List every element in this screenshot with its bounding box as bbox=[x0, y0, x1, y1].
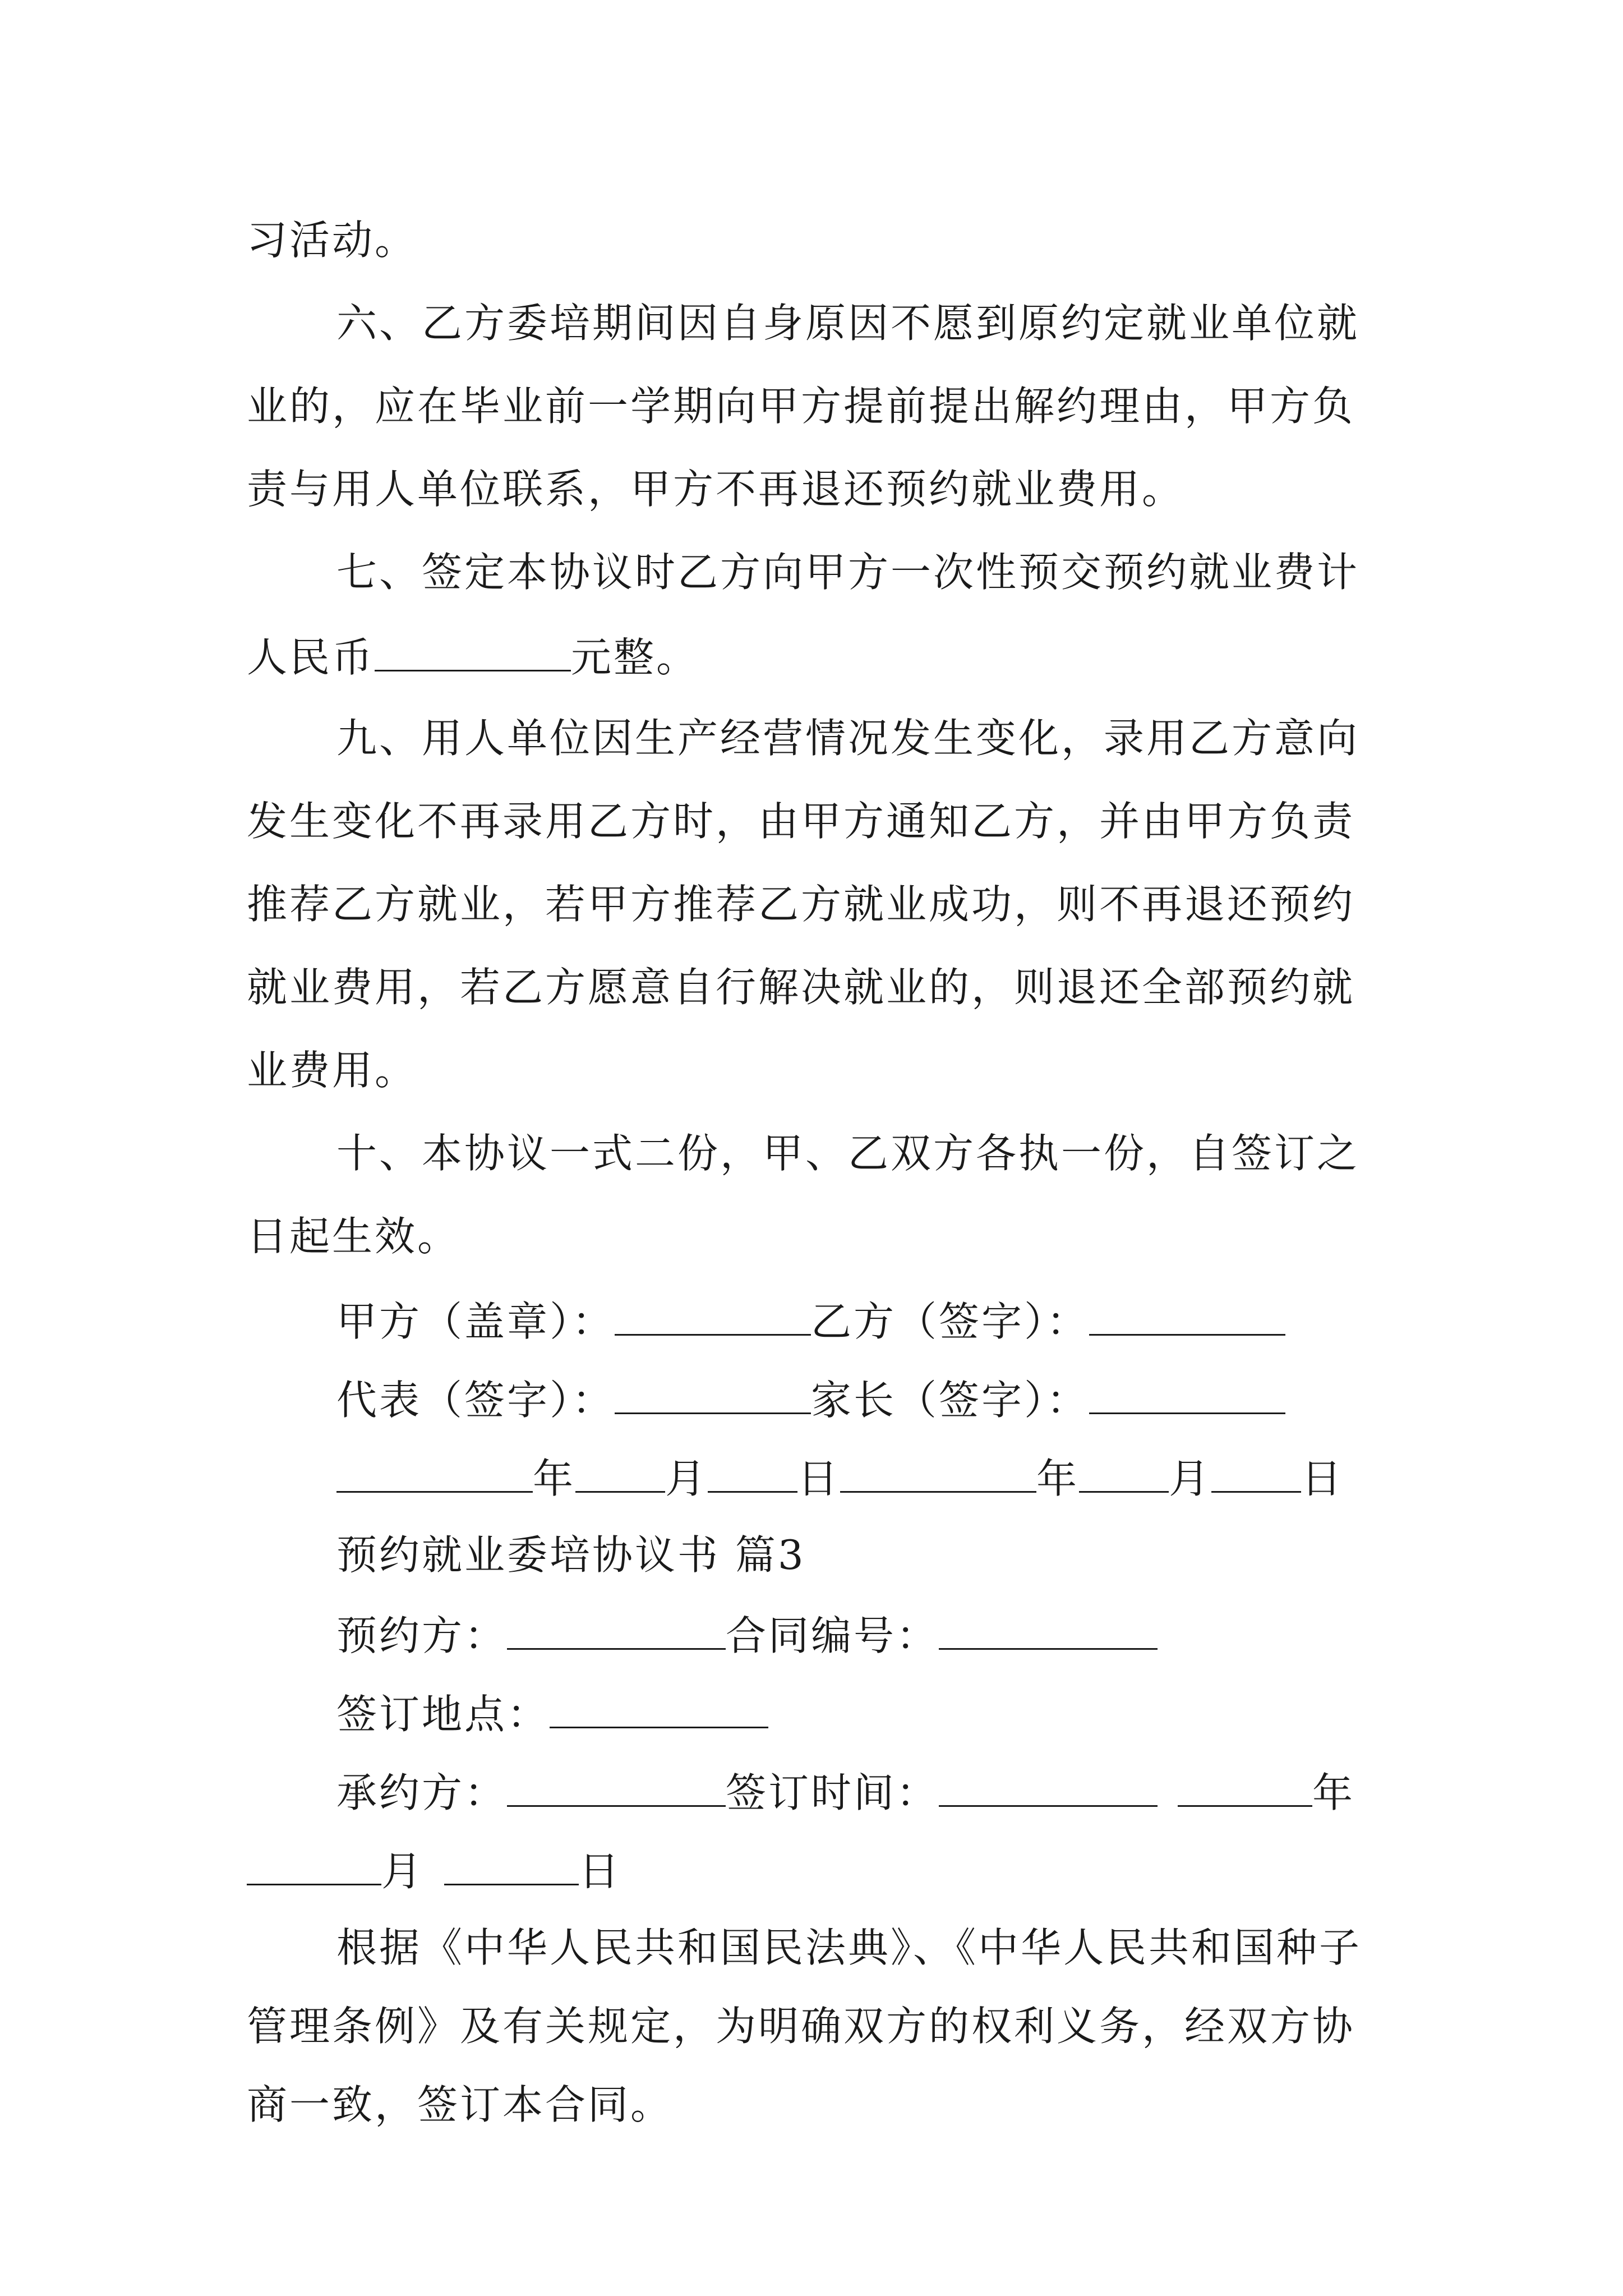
sign-place-blank bbox=[550, 1692, 768, 1728]
date-b-day: 日 bbox=[1301, 1455, 1344, 1502]
paragraph-9-line-5: 业费用。 bbox=[247, 1047, 418, 1094]
date-a-month-blank bbox=[575, 1456, 665, 1493]
sign-month: 月 bbox=[381, 1848, 425, 1895]
parent-sign-blank bbox=[1089, 1378, 1285, 1414]
section-3-booker-row bbox=[336, 1612, 1158, 1659]
rep-sign-blank bbox=[615, 1378, 811, 1414]
paragraph-9-line-4: 就业费用，若乙方愿意自行解决就业的，则退还全部预约就 bbox=[247, 964, 1355, 1011]
paragraph-9-line-2: 发生变化不再录用乙方时，由甲方通知乙方，并由甲方负责 bbox=[247, 798, 1355, 845]
contractor-label: 承约方： bbox=[336, 1769, 508, 1816]
signature-date-row bbox=[336, 1455, 1344, 1502]
intro-line-3: 商一致，签订本合同。 bbox=[247, 2081, 674, 2128]
sign-day: 日 bbox=[579, 1848, 622, 1895]
signature-row-representatives bbox=[336, 1377, 1285, 1424]
intro-line-2: 管理条例》及有关规定，为明确双方的权利义务，经双方协 bbox=[247, 2003, 1355, 2050]
sign-year: 年 bbox=[1312, 1769, 1355, 1816]
party-a-seal-blank bbox=[615, 1299, 811, 1336]
contract-no-label: 合同编号： bbox=[726, 1612, 939, 1659]
date-a-year: 年 bbox=[533, 1455, 576, 1502]
paragraph-10-line-2: 日起生效。 bbox=[247, 1213, 460, 1260]
section-3-contractor-row bbox=[336, 1769, 1355, 1816]
section-3-title: 预约就业委培协议书 篇3 bbox=[336, 1531, 806, 1579]
booker-label: 预约方： bbox=[336, 1612, 508, 1659]
sign-day-blank bbox=[444, 1849, 579, 1885]
booker-blank bbox=[507, 1613, 726, 1650]
contractor-blank bbox=[507, 1770, 726, 1807]
section-3-date-row bbox=[247, 1848, 622, 1895]
party-b-sign-blank bbox=[1089, 1299, 1285, 1336]
paragraph-5-end: 习活动。 bbox=[247, 217, 418, 264]
paragraph-9-line-3: 推荐乙方就业，若甲方推荐乙方就业成功，则不再退还预约 bbox=[247, 881, 1355, 928]
rep-sign-label: 代表（签字）： bbox=[336, 1377, 615, 1424]
paragraph-9-line-1: 九、用人单位因生产经营情况发生变化，录用乙方意向 bbox=[336, 715, 1360, 762]
sign-time-label: 签订时间： bbox=[726, 1769, 939, 1816]
fee-amount-blank bbox=[375, 635, 571, 671]
date-b-month-blank bbox=[1079, 1456, 1169, 1493]
contract-no-blank bbox=[939, 1613, 1158, 1650]
signature-row-parties bbox=[336, 1298, 1285, 1345]
date-b-year-blank bbox=[840, 1456, 1036, 1493]
date-a-month: 月 bbox=[665, 1455, 708, 1502]
sign-month-blank bbox=[247, 1849, 381, 1885]
rmb-label: 人民币 bbox=[247, 634, 375, 681]
party-a-seal-label: 甲方（盖章）： bbox=[336, 1298, 615, 1345]
paragraph-7-line-1: 七、签定本协议时乙方向甲方一次性预交预约就业费计 bbox=[336, 549, 1360, 596]
paragraph-7-line-2 bbox=[247, 634, 699, 681]
date-a-day-blank bbox=[708, 1456, 797, 1493]
section-3-place-row bbox=[336, 1691, 768, 1738]
date-b-day-blank bbox=[1211, 1456, 1301, 1493]
paragraph-6-line-3: 责与用人单位联系，甲方不再退还预约就业费用。 bbox=[247, 466, 1185, 513]
date-a-day: 日 bbox=[797, 1455, 841, 1502]
intro-line-1: 根据《中华人民共和国民法典》、《中华人民共和国种子 bbox=[336, 1924, 1362, 1971]
sign-year-blank bbox=[1178, 1770, 1312, 1807]
parent-sign-label: 家长（签字）： bbox=[811, 1377, 1090, 1424]
date-a-year-blank bbox=[336, 1456, 533, 1493]
date-b-month: 月 bbox=[1169, 1455, 1212, 1502]
paragraph-6-line-2: 业的，应在毕业前一学期向甲方提前提出解约理由，甲方负 bbox=[247, 383, 1355, 430]
sign-place-label: 签订地点： bbox=[336, 1691, 550, 1738]
paragraph-6-line-1: 六、乙方委培期间因自身原因不愿到原约定就业单位就 bbox=[336, 300, 1360, 347]
yuan-label: 元整。 bbox=[571, 634, 699, 681]
party-b-sign-label: 乙方（签字）： bbox=[811, 1298, 1090, 1345]
sign-time-blank bbox=[939, 1770, 1158, 1807]
date-b-year: 年 bbox=[1036, 1455, 1080, 1502]
paragraph-10-line-1: 十、本协议一式二份，甲、乙双方各执一份，自签订之 bbox=[336, 1130, 1360, 1177]
